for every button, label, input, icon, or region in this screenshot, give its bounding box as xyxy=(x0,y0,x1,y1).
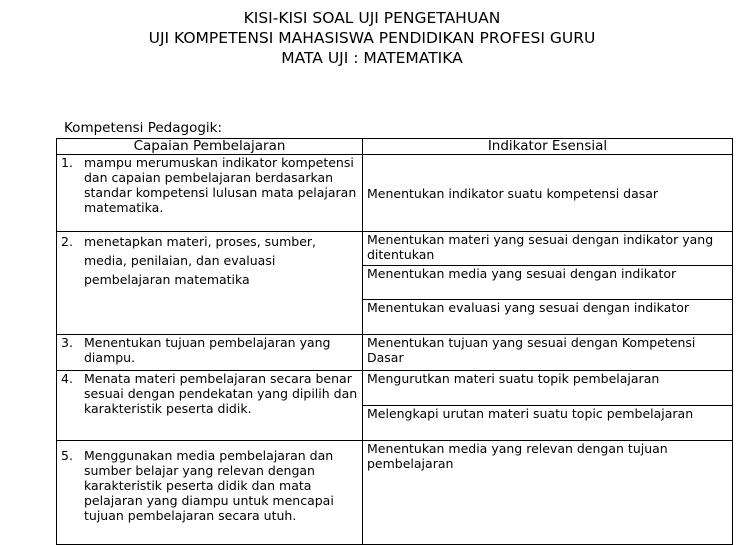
row-number: 4. xyxy=(61,371,73,386)
title-line-1: KISI-KISI SOAL UJI PENGETAHUAN xyxy=(243,9,501,27)
indikator-cell: Menentukan media yang sesuai dengan indikator xyxy=(363,266,733,300)
capaian-text: Menata materi pembelajaran secara benar sesuai dengan pendekatan yang dipilih dan karakteristik peserta didik. xyxy=(84,371,358,416)
capaian-text: Menentukan tujuan pembelajaran yang diampu. xyxy=(84,335,331,365)
indikator-cell: Menentukan tujuan yang sesuai dengan Kompetensi Dasar xyxy=(363,335,733,371)
row-number: 2. xyxy=(61,234,73,249)
indikator-cell: Menentukan materi yang sesuai dengan indikator yang ditentukan xyxy=(363,232,733,266)
row-number: 3. xyxy=(61,335,73,350)
title-line-3: MATA UJI : MATEMATIKA xyxy=(281,49,463,67)
header-capaian: Capaian Pembelajaran xyxy=(57,139,363,155)
header-indikator: Indikator Esensial xyxy=(363,139,733,155)
table-row xyxy=(57,441,733,545)
table-row xyxy=(57,155,733,232)
capaian-cell xyxy=(57,155,363,232)
capaian-cell xyxy=(57,371,363,441)
table-row xyxy=(57,335,733,371)
table-header-row xyxy=(57,139,733,155)
row-number: 1. xyxy=(61,155,73,170)
capaian-text: Menggunakan media pembelajaran dan sumber belajar yang relevan dengan karakteristik peserta didik dan mata pelajaran yang diampu untuk mencapai tujuan pembelajaran secara utuh. xyxy=(84,448,334,523)
kisi-kisi-table xyxy=(56,138,733,545)
indikator-cell: Menentukan media yang relevan dengan tujuan pembelajaran xyxy=(363,441,733,545)
capaian-text: mampu merumuskan indikator kompetensi dan capaian pembelajaran berdasarkan standar kompetensi lulusan mata pelajaran matematika. xyxy=(84,155,357,215)
indikator-cell: Menentukan indikator suatu kompetensi dasar xyxy=(363,155,733,232)
indikator-cell: Melengkapi urutan materi suatu topic pembelajaran xyxy=(363,406,733,441)
document-title xyxy=(0,8,744,68)
capaian-text: menetapkan materi, proses, sumber, media, penilaian, dan evaluasi pembelajaran matematika xyxy=(84,234,316,287)
section-label: Kompetensi Pedagogik: xyxy=(64,120,223,136)
capaian-cell xyxy=(57,441,363,545)
table-row xyxy=(57,371,733,406)
title-line-2: UJI KOMPETENSI MAHASISWA PENDIDIKAN PROFESI GURU xyxy=(148,29,596,47)
row-number: 5. xyxy=(61,448,73,463)
table-row xyxy=(57,232,733,266)
capaian-cell xyxy=(57,232,363,335)
indikator-cell: Mengurutkan materi suatu topik pembelajaran xyxy=(363,371,733,406)
indikator-cell: Menentukan evaluasi yang sesuai dengan indikator xyxy=(363,300,733,335)
capaian-cell xyxy=(57,335,363,371)
